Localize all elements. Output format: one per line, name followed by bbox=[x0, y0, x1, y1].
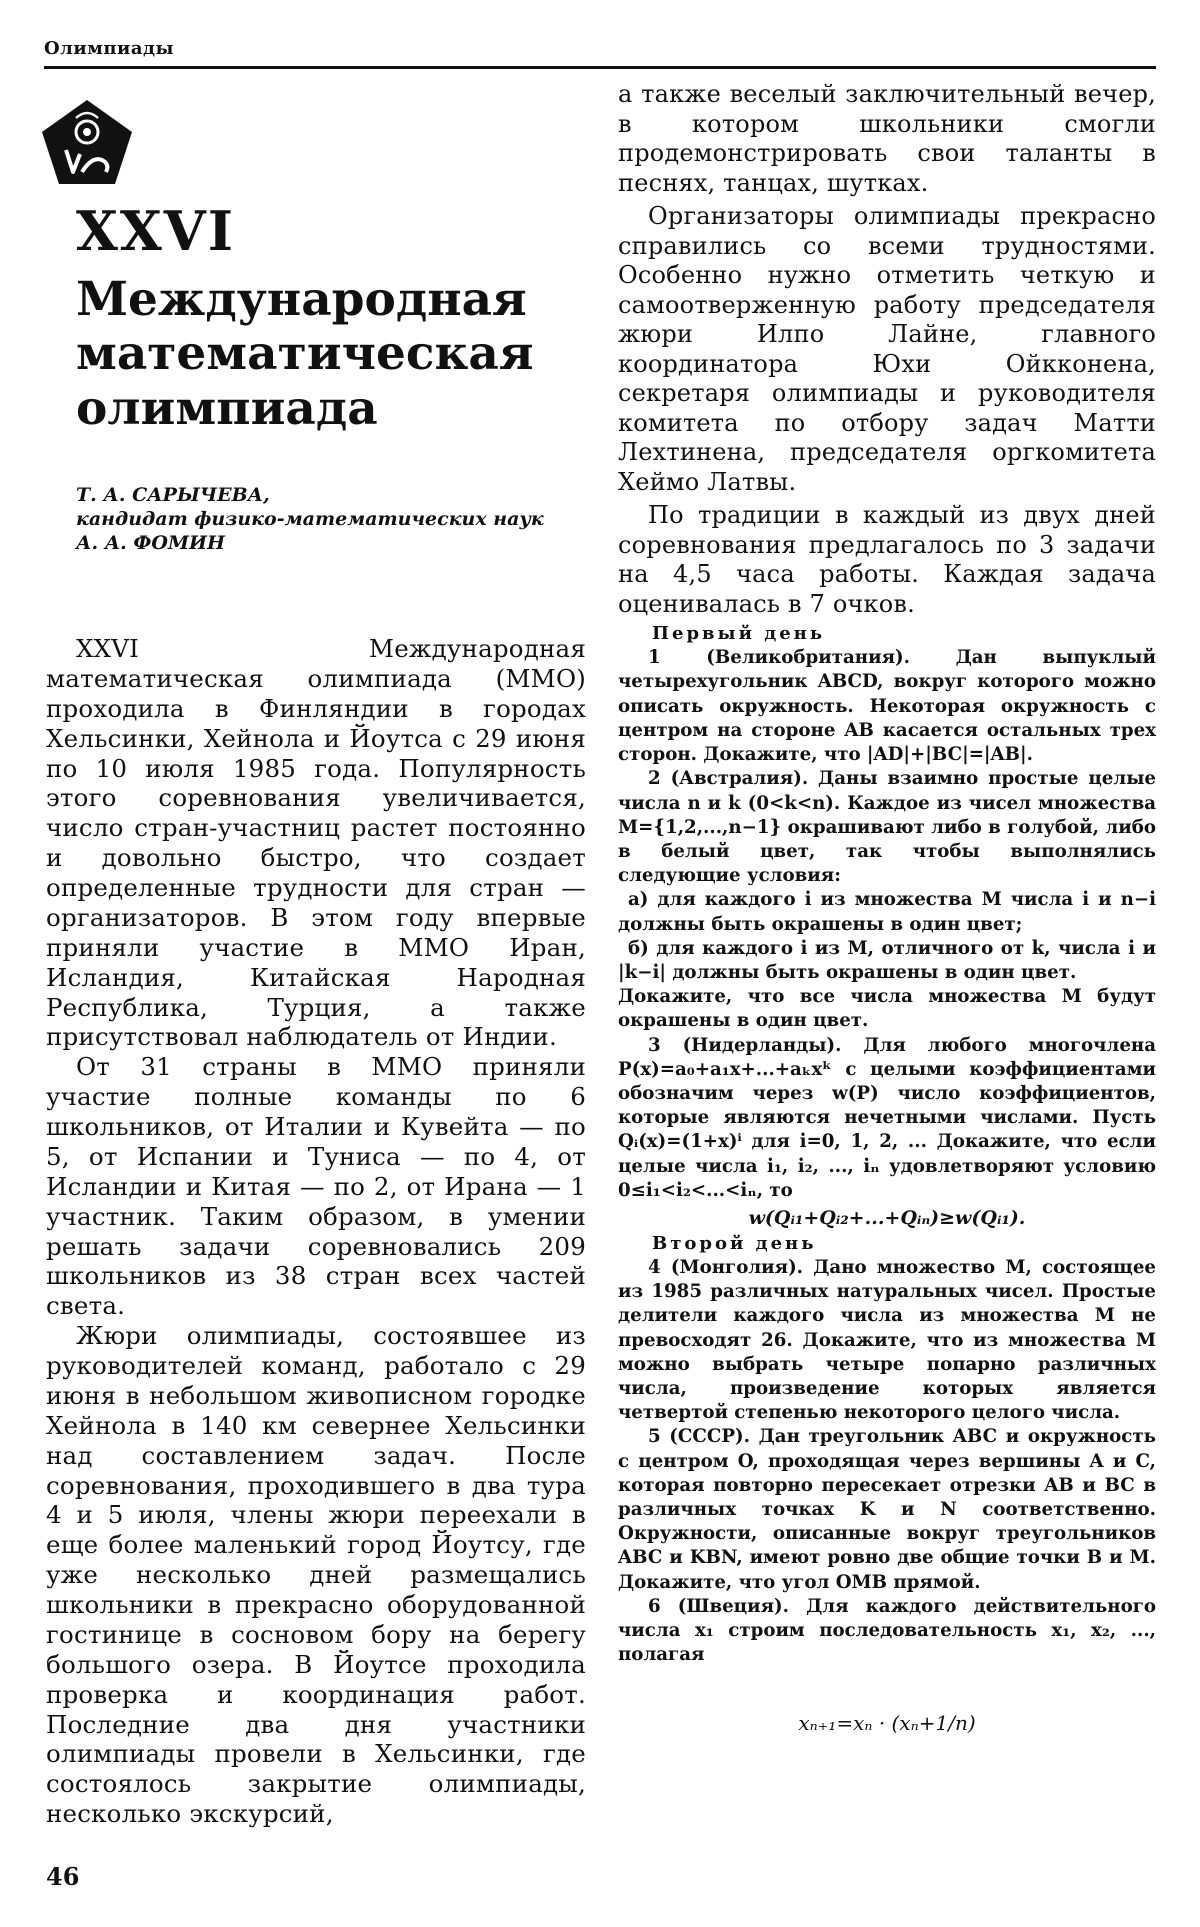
body-paragraph: По традиции в каждый из двух дней соревнования предлагалось по 3 задачи на 4,5 часа работы. Каждая задача оценивалась в 7 очков. bbox=[618, 501, 1156, 618]
body-paragraph: а также веселый заключительный вечер, в котором школьники смогли продемонстрировать свои таланты в песнях, танцах, шутках. bbox=[618, 80, 1156, 197]
day-heading: Второй день bbox=[652, 1232, 817, 1254]
problem-condition: а) для каждого i из множества M числа i и n−i должны быть окрашены в один цвет; bbox=[618, 889, 1156, 935]
problem-conclusion: Докажите, что все числа множества M будут окрашены в один цвет. bbox=[618, 986, 1156, 1032]
body-paragraph: Жюри олимпиады, состоявшее из руководителей команд, работало с 29 июня в небольшом живописном городке Хейнола в 140 км севернее Хельсинки над составлением задач. После соревнования, проходившего в два тура 4 и 5 июля, члены жюри переехали в еще более маленький город Йоутсу, где уже несколько дней размещались школьники в прекрасно оборудованной гостинице в сосновом бору на берегу большого озера. В Йоутсе проходила проверка и координация работ. Последние два дня участники олимпиады провели в Хельсинки, где состоялось закрытие олимпиады, несколько экскурсий, bbox=[46, 1321, 586, 1829]
title-line: математическая bbox=[76, 326, 534, 382]
problem: 2 (Австралия). Даны взаимно простые целые числа n и k (0<k<n). Каждое из чисел множества M={1,2,...,n−1} окрашивают либо в голубой, либо в белый цвет, так чтобы выполнялись следующие условия: bbox=[618, 768, 1156, 887]
formula: xₙ₊₁=xₙ · (xₙ+1/n) bbox=[798, 1711, 976, 1736]
problem: 1 (Великобритания). Дан выпуклый четырехугольник ABCD, вокруг которого можно описать окружность. Некоторая окружность с центром на стороне AB касается остальных трех сторон. Докажите, что |AD|+|BC|=|AB|. bbox=[618, 647, 1156, 766]
problem: 5 (СССР). Дан треугольник ABC и окружность с центром O, проходящая через вершины A и C, которая повторно пересекает отрезки AB и BC в различных точках K и N соответственно. Окружности, описанные вокруг треугольников ABC и KBN, имеют ровно две общие точки B и M. Докажите, что угол OMB прямой. bbox=[618, 1426, 1156, 1593]
problem-condition: б) для каждого i из M, отличного от k, числа i и |k−i| должны быть окрашены в один цвет. bbox=[618, 937, 1156, 983]
olympiad-emblem-icon bbox=[40, 98, 134, 186]
author-block bbox=[76, 484, 596, 556]
problem: 3 (Нидерланды). Для любого многочлена P(x)=a₀+a₁x+...+aₖxᵏ с целыми коэффициентами обозначим через w(P) число коэффициентов, которые являются нечетными числами. Пусть Qᵢ(x)=(1+x)ⁱ для i=0, 1, 2, ... Докажите, что если целые числа i₁, i₂, ..., iₙ удовлетворяют условию 0≤i₁<i₂<...<iₙ, то bbox=[618, 1034, 1156, 1201]
page-number: 46 bbox=[46, 1862, 80, 1891]
body-paragraph: Организаторы олимпиады прекрасно справились со всеми трудностями. Особенно нужно отметить четкую и самоотверженную работу председателя жюри Илпо Лайне, главного координатора Юхи Ойкконена, секретаря олимпиады и руководителя комитета по отбору задач Матти Лехтинена, председателя оргкомитета Хеймо Латвы. bbox=[618, 202, 1156, 496]
header-rule bbox=[44, 66, 1156, 69]
author-name: А. А. ФОМИН bbox=[76, 531, 225, 554]
left-column bbox=[46, 634, 586, 1829]
problem: 6 (Швеция). Для каждого действительного числа x₁ строим последовательность x₁, x₂, ..., полагая bbox=[618, 1595, 1156, 1666]
right-column bbox=[618, 80, 1156, 1735]
running-head: Олимпиады bbox=[44, 38, 175, 59]
title-line: XXVI bbox=[76, 199, 235, 263]
body-paragraph: XXVI Международная математическая олимпиада (ММО) проходила в Финляндии в городах Хельсинки, Хейнола и Йоутса с 29 июня по 10 июля 1985 года. Популярность этого соревнования увеличивается, число стран-участниц растет постоянно и довольно быстро, что создает определенные трудности для стран — организаторов. В этом году впервые приняли участие в ММО Иран, Исландия, Китайская Народная Республика, Турция, а также присутствовал наблюдатель от Индии. bbox=[46, 634, 586, 1052]
body-paragraph: От 31 страны в ММО приняли участие полные команды по 6 школьников, от Италии и Кувейта — по 5, от Испании и Туниса — по 4, от Исландии и Китая — по 2, от Ирана — 1 участник. Таким образом, в умении решать задачи соревновались 209 школьников из 38 стран всех частей света. bbox=[46, 1052, 586, 1321]
author-degree: кандидат физико-математических наук bbox=[76, 507, 544, 530]
article-title bbox=[76, 200, 596, 436]
title-line: Международная bbox=[76, 271, 527, 327]
title-line: олимпиада bbox=[76, 380, 378, 436]
day-heading: Первый день bbox=[652, 623, 826, 645]
formula: w(Qᵢ₁+Qᵢ₂+...+Qᵢₙ)≥w(Qᵢ₁). bbox=[748, 1206, 1026, 1229]
problem: 4 (Монголия). Дано множество M, состоящее из 1985 различных натуральных чисел. Простые делители каждого числа из множества M не превосходят 26. Докажите, что из множества M можно выбрать четыре попарно различных числа, произведение которых является четвертой степенью некоторого целого числа. bbox=[618, 1256, 1156, 1424]
author-name: Т. А. САРЫЧЕВА, bbox=[76, 484, 270, 506]
